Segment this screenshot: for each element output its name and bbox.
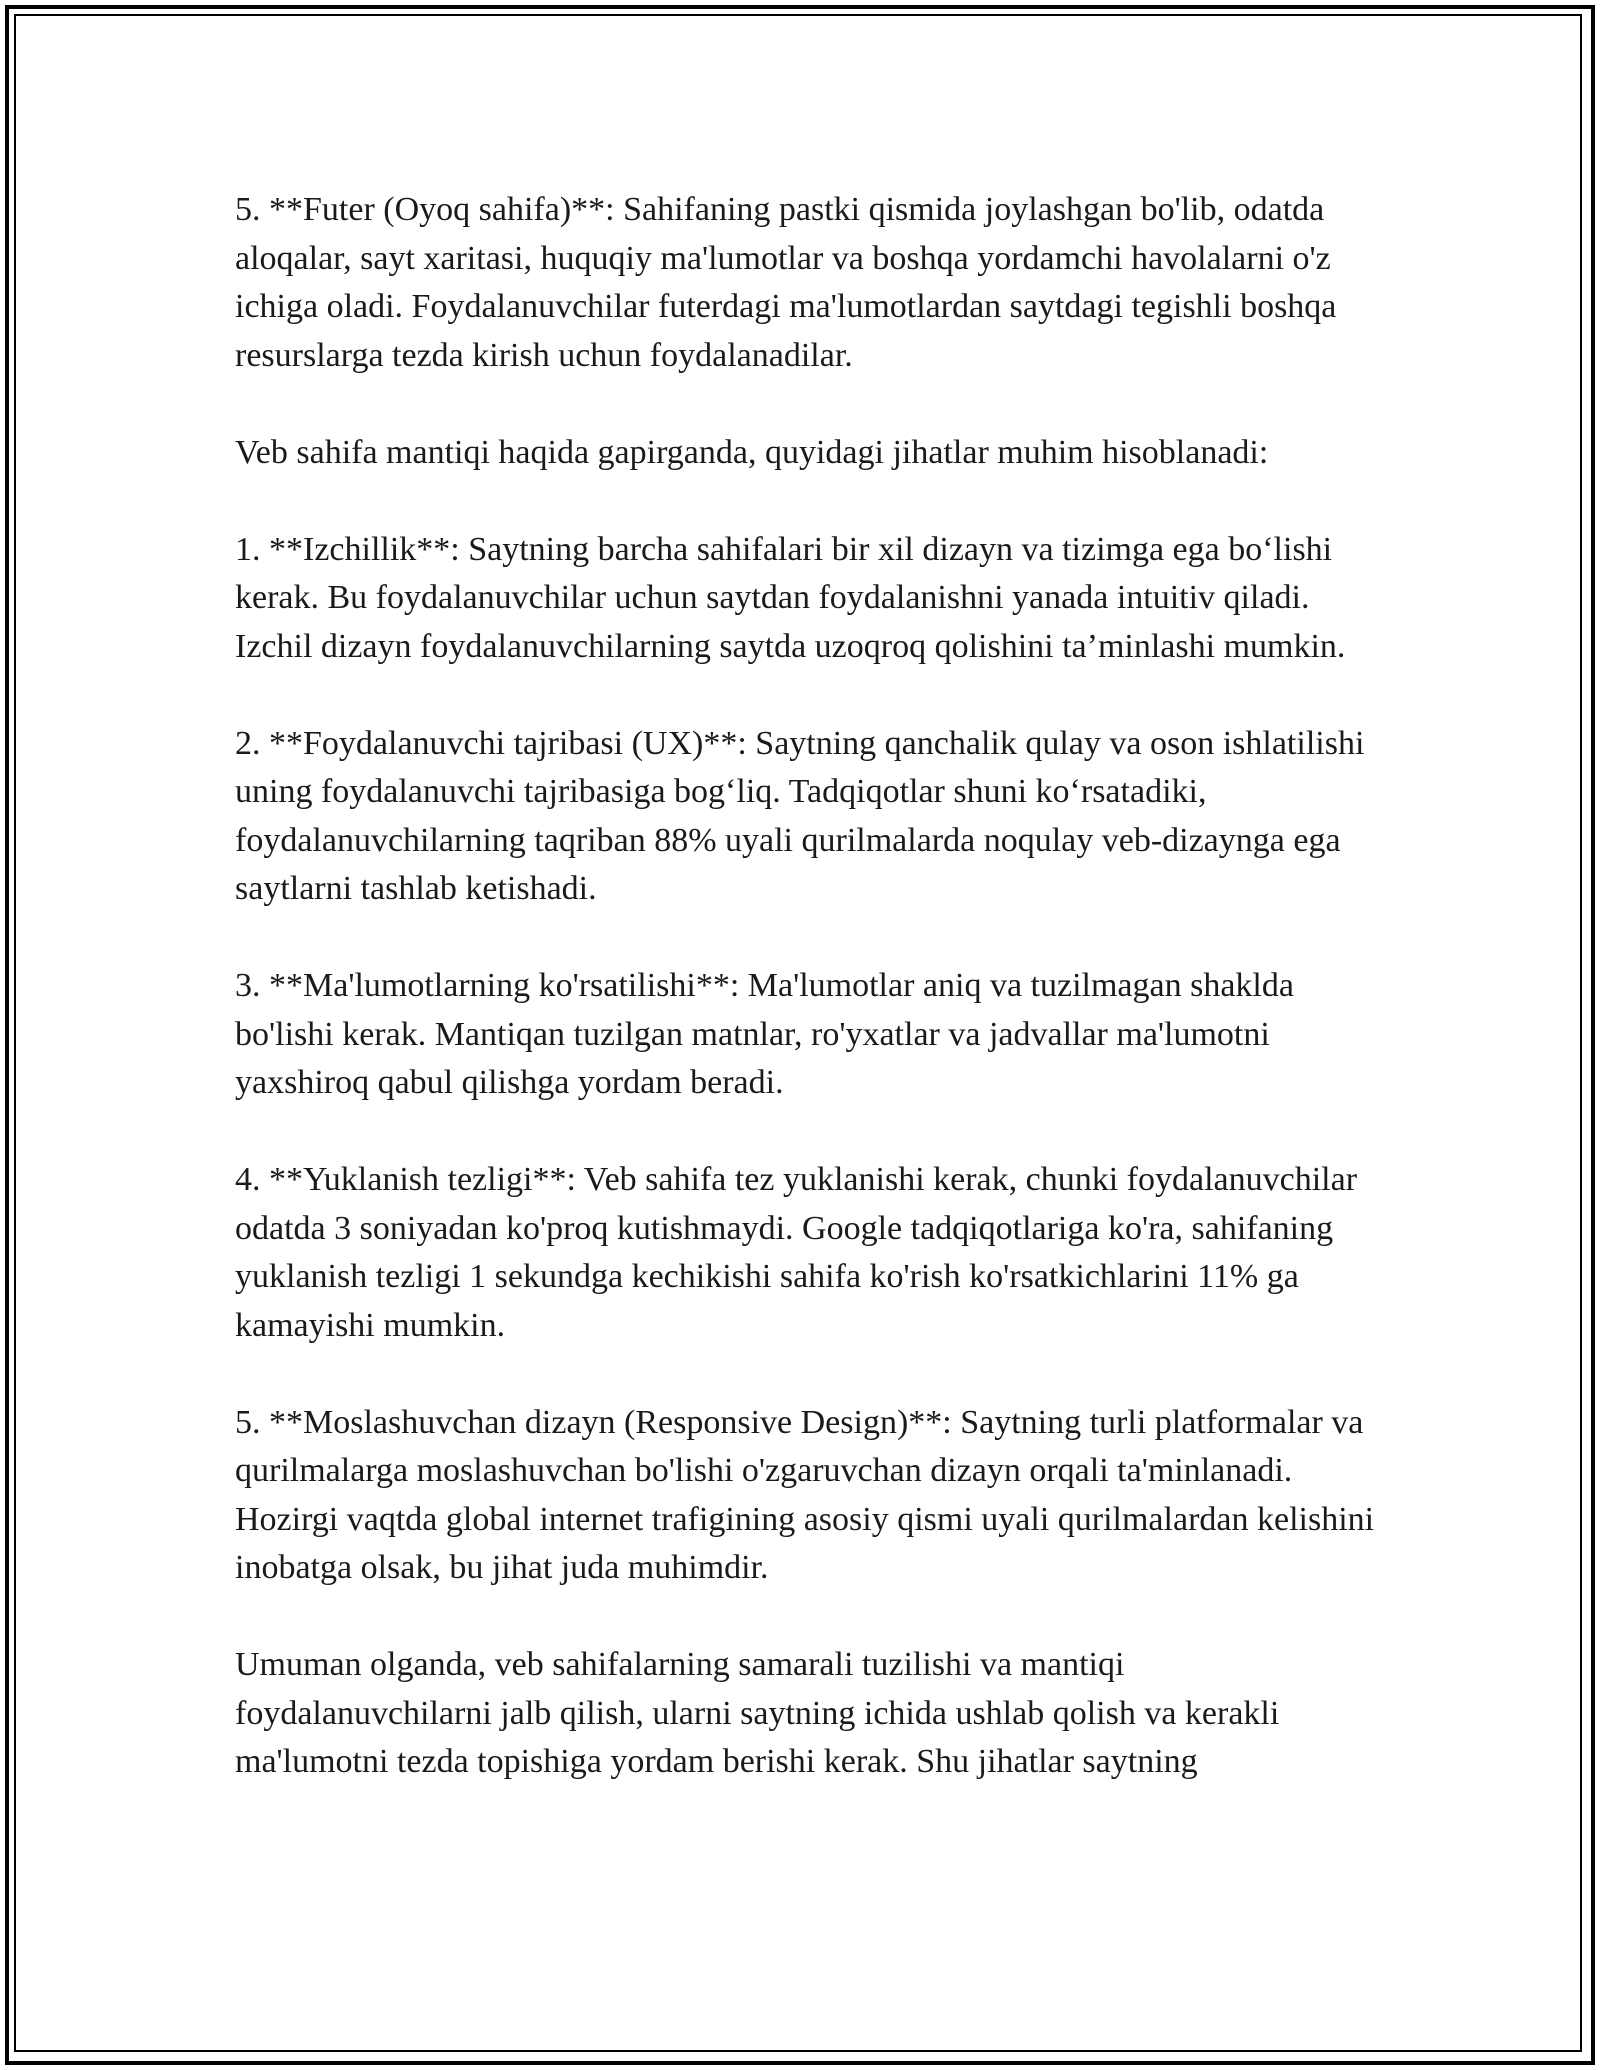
paragraph-page-logic-intro: Veb sahifa mantiqi haqida gapirganda, quyidagi jihatlar muhim hisoblanadi: — [235, 433, 1269, 471]
paragraph-footer-item: 5. **Futer (Oyoq sahifa)**: Sahifaning pastki qismida joylashgan bo'lib, odatda aloqalar, sayt xaritasi, huquqiy ma'lumotlar va boshqa yordamchi havolalarni o'z ichiga oladi. Foydalanuvchilar futerdagi ma'lumotlardan saytdagi tegishli boshqa resurslarga tezda kirish uchun foydalanadilar. — [235, 191, 1337, 374]
paragraph-loading-speed-item: 4. **Yuklanish tezligi**: Veb sahifa tez yuklanishi kerak, chunki foydalanuvchilar odatda 3 soniyadan ko'proq kutishmaydi. Google tadqiqotlariga ko'ra, sahifaning yuklanish tezligi 1 sekundga kechikishi sahifa ko'rish ko'rsatkichlarini 11% ga kamayishi mumkin. — [235, 1161, 1358, 1344]
document-body — [235, 186, 1375, 1787]
paragraph-data-display-item: 3. **Ma'lumotlarning ko'rsatilishi**: Ma'lumotlar aniq va tuzilmagan shaklda bo'lishi kerak. Mantiqan tuzilgan matnlar, ro'yxatlar va jadvallar ma'lumotni yaxshiroq qabul qilishga yordam beradi. — [235, 967, 1294, 1101]
paragraph-consistency-item: 1. **Izchillik**: Saytning barcha sahifalari bir xil dizayn va tizimga ega bo‘lishi kerak. Bu foydalanuvchilar uchun saytdan foydalanishni yanada intuitiv qiladi. Izchil dizayn foydalanuvchilarning saytda uzoqroq qolishini ta’minlashi mumkin. — [235, 530, 1346, 665]
paragraph-conclusion: Umuman olganda, veb sahifalarning samarali tuzilishi va mantiqi foydalanuvchilarni jalb qilish, ularni saytning ichida ushlab qolish va kerakli ma'lumotni tezda topishiga yordam berishi kerak. Shu jihatlar saytning — [235, 1646, 1280, 1780]
paragraph-responsive-design-item: 5. **Moslashuvchan dizayn (Responsive Design)**: Saytning turli platformalar va qurilmalarga moslashuvchan bo'lishi o'zgaruvchan dizayn orqali ta'minlanadi. Hozirgi vaqtda global internet trafigining asosiy qismi uyali qurilmalardan kelishini inobatga olsak, bu jihat juda muhimdir. — [235, 1403, 1375, 1586]
paragraph-ux-item: 2. **Foydalanuvchi tajribasi (UX)**: Saytning qanchalik qulay va oson ishlatilishi uning foydalanuvchi tajribasiga bog‘liq. Tadqiqotlar shuni ko‘rsatadiki, foydalanuvchilarning taqriban 88% uyali qurilmalarda noqulay veb-dizaynga ega saytlarni tashlab ketishadi. — [235, 724, 1365, 907]
